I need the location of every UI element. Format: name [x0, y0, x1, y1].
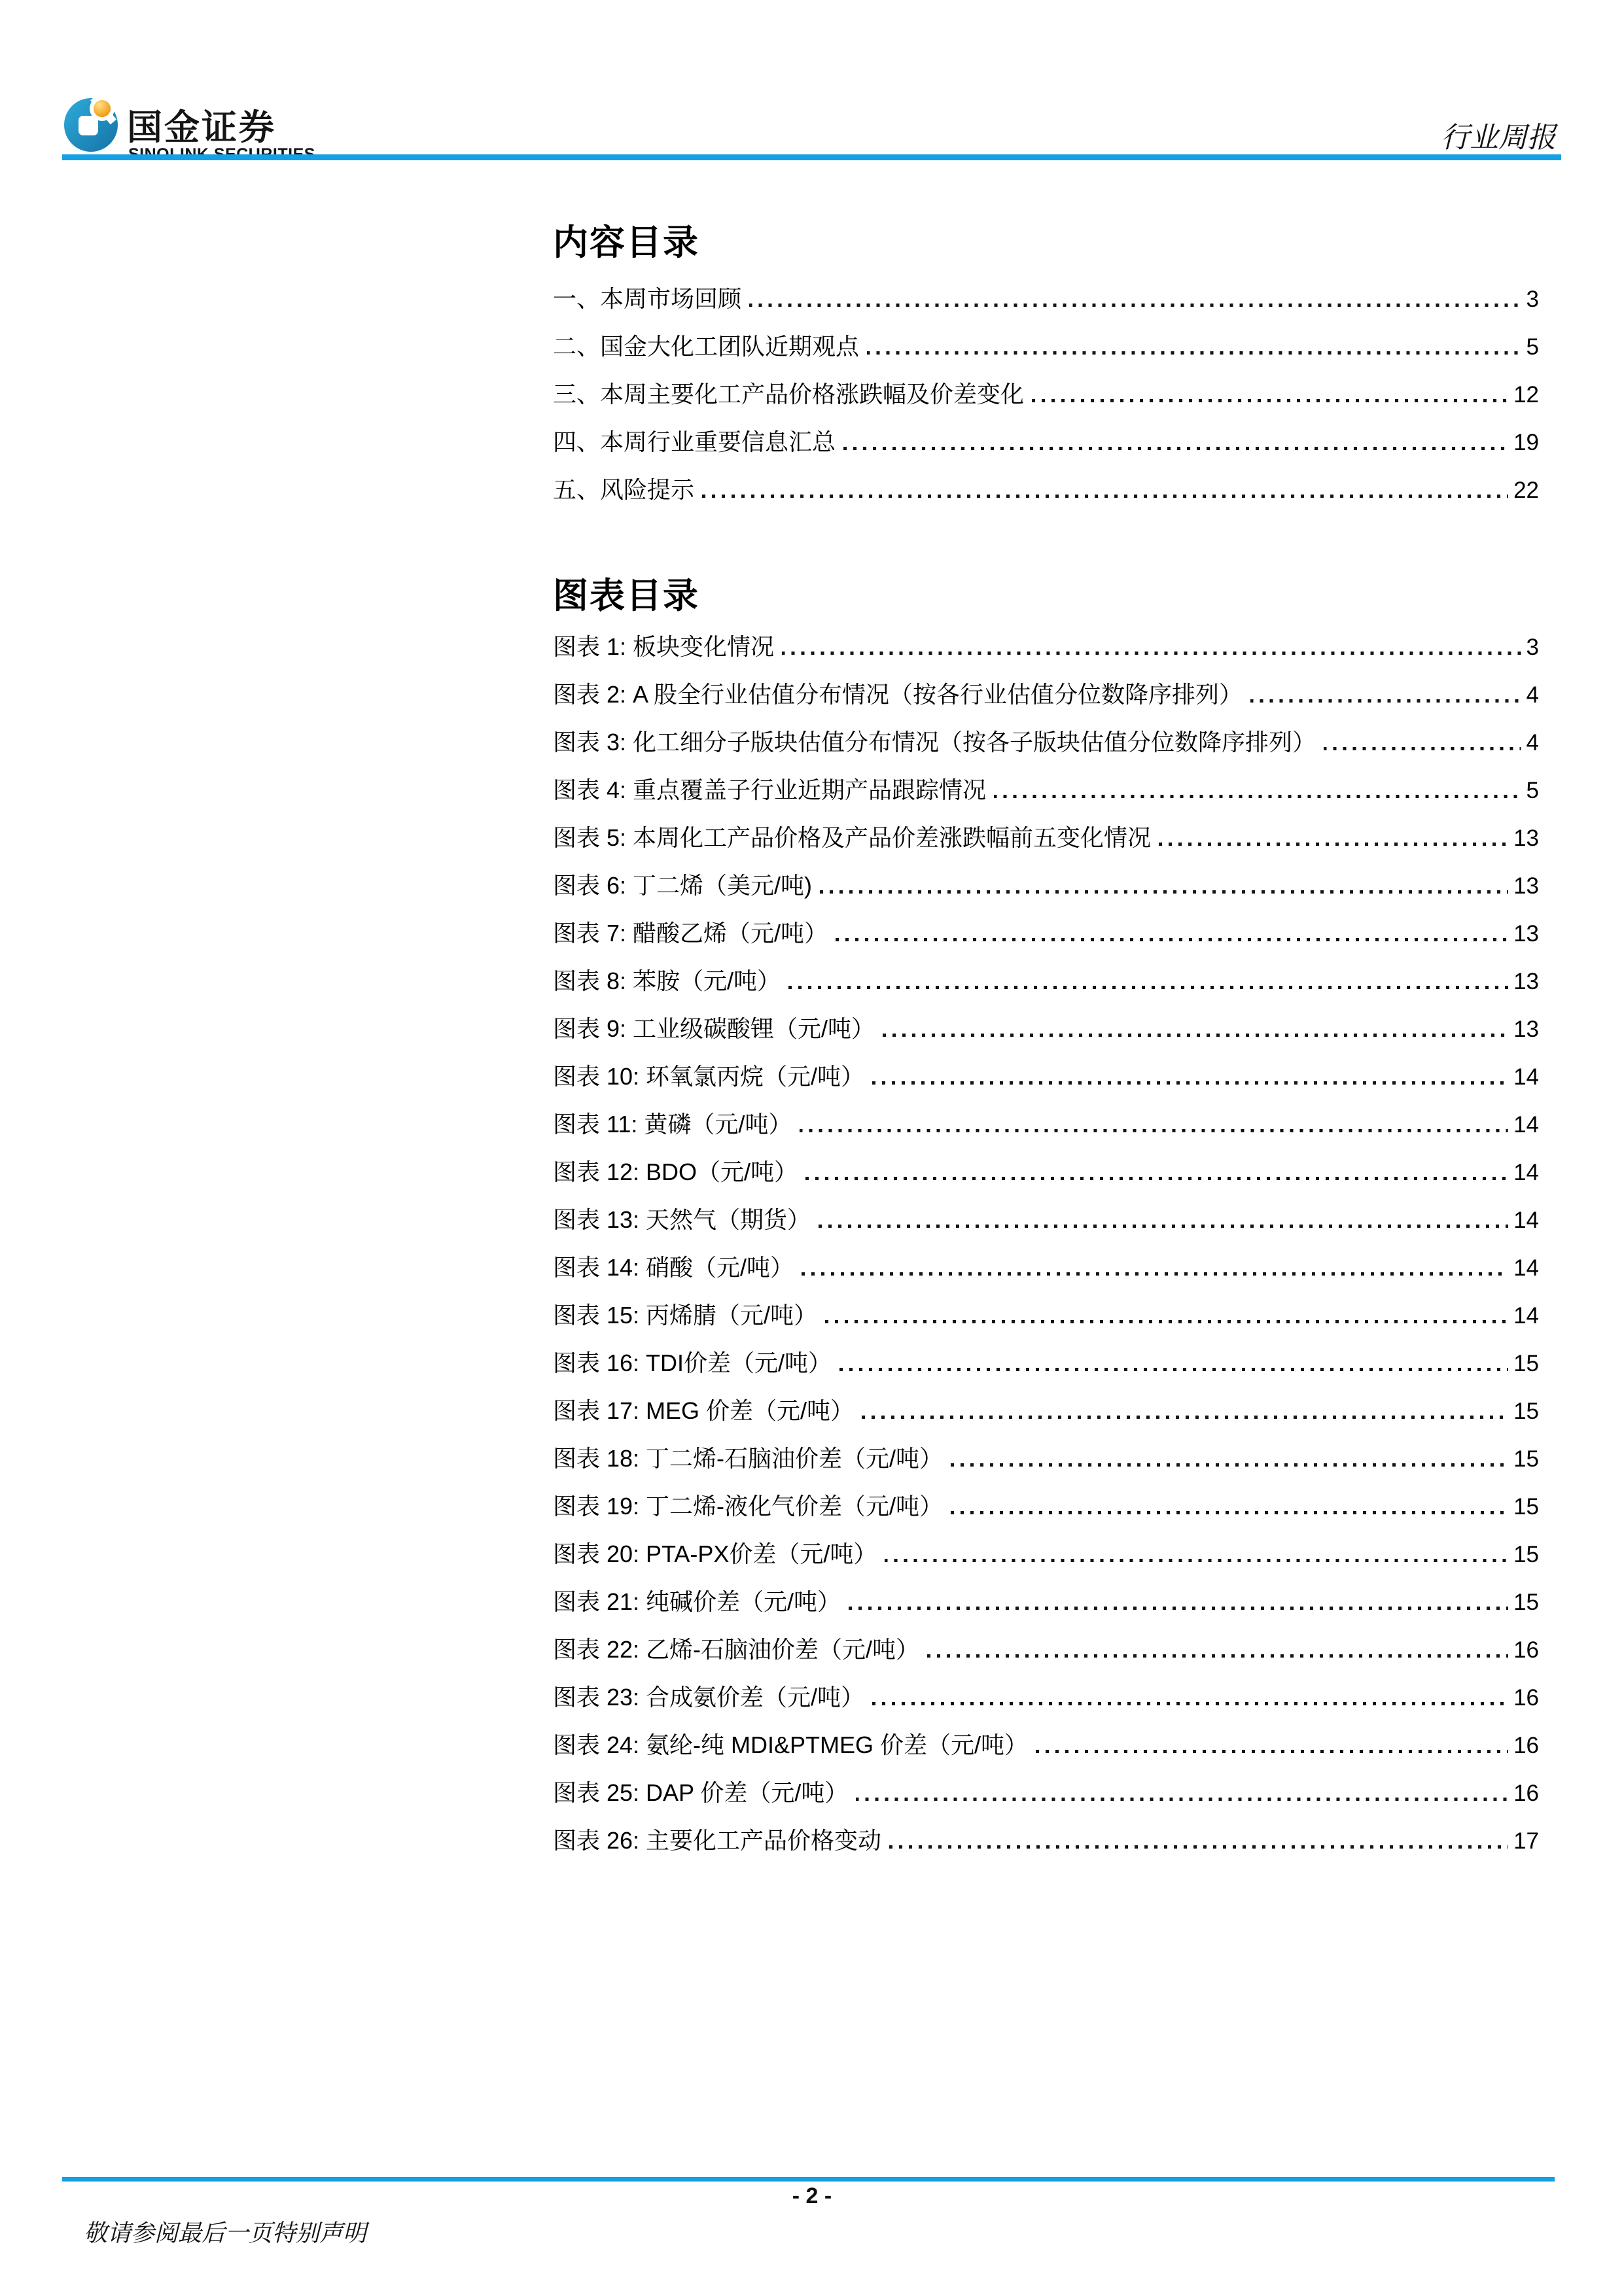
figure-item[interactable] [553, 814, 1539, 861]
figure-item[interactable] [553, 1530, 1539, 1578]
figure-item-page: 14 [1513, 1112, 1539, 1138]
figure-leader-dots [994, 795, 1521, 798]
toc-leader-dots [843, 447, 1508, 450]
toc-item-page: 5 [1526, 334, 1539, 360]
figure-item-page: 13 [1513, 873, 1539, 899]
toc-list [553, 275, 1539, 513]
figure-item[interactable] [553, 670, 1539, 718]
toc-item[interactable] [553, 275, 1539, 322]
figure-item-label: 图表 21: 纯碱价差（元/吨） [553, 1588, 841, 1615]
figure-item-label: 图表 19: 丁二烯-液化气价差（元/吨） [553, 1493, 944, 1520]
figure-item[interactable] [553, 623, 1539, 670]
figure-item-label: 图表 20: PTA-PX价差（元/吨） [553, 1540, 877, 1567]
figure-leader-dots [951, 1463, 1508, 1467]
figure-leader-dots [836, 938, 1508, 941]
figure-leader-dots [805, 1177, 1508, 1180]
figure-item-page: 16 [1513, 1637, 1539, 1663]
figure-item-page: 4 [1526, 682, 1539, 708]
toc-item-label: 五、风险提示 [553, 476, 695, 503]
logo-chinese-name: 国金证券 [127, 108, 276, 147]
figure-leader-dots [849, 1607, 1508, 1610]
figure-item-page: 15 [1513, 1399, 1539, 1424]
figure-item-label: 图表 26: 主要化工产品价格变动 [553, 1827, 882, 1854]
footer-disclaimer: 敬请参阅最后一页特别声明 [84, 2220, 367, 2246]
figure-leader-dots [883, 1034, 1508, 1037]
toc-leader-dots [1032, 399, 1508, 402]
figure-item-page: 14 [1513, 1064, 1539, 1090]
figure-item[interactable] [553, 1052, 1539, 1100]
toc-item-label: 四、本周行业重要信息汇总 [553, 428, 836, 455]
figure-item-label: 图表 4: 重点覆盖子行业近期产品跟踪情况 [553, 776, 987, 803]
figure-item-page: 13 [1513, 826, 1539, 851]
figure-item-label: 图表 18: 丁二烯-石脑油价差（元/吨） [553, 1445, 944, 1472]
toc-item-label: 二、国金大化工团队近期观点 [553, 333, 860, 360]
figure-item[interactable] [553, 1482, 1539, 1530]
figure-item[interactable] [553, 1673, 1539, 1721]
figure-item-page: 16 [1513, 1685, 1539, 1711]
toc-item[interactable] [553, 370, 1539, 418]
figure-item[interactable] [553, 1721, 1539, 1769]
figure-item[interactable] [553, 957, 1539, 1005]
figure-item-label: 图表 13: 天然气（期货） [553, 1206, 811, 1233]
figure-item-label: 图表 24: 氨纶-纯 MDI&PTMEG 价差（元/吨） [553, 1731, 1029, 1758]
figure-item-page: 14 [1513, 1255, 1539, 1281]
figure-item[interactable] [553, 1769, 1539, 1817]
figure-item-page: 15 [1513, 1446, 1539, 1472]
figure-leader-dots [839, 1368, 1508, 1371]
figure-leader-dots [927, 1654, 1508, 1658]
toc-section-title: 内容目录 [553, 223, 699, 262]
figure-leader-dots [825, 1320, 1508, 1323]
figure-leader-dots [862, 1416, 1508, 1419]
toc-item[interactable] [553, 322, 1539, 370]
toc-leader-dots [749, 304, 1521, 307]
figure-item[interactable] [553, 1196, 1539, 1244]
toc-item-page: 12 [1513, 382, 1539, 408]
figure-leader-dots [872, 1081, 1508, 1085]
toc-leader-dots [867, 351, 1521, 355]
figure-item-page: 13 [1513, 969, 1539, 994]
figure-item[interactable] [553, 1387, 1539, 1435]
figure-item[interactable] [553, 1100, 1539, 1148]
figure-item-page: 5 [1526, 778, 1539, 803]
figure-item[interactable] [553, 1435, 1539, 1482]
footer-divider [62, 2177, 1555, 2182]
figure-item-page: 3 [1526, 635, 1539, 660]
figure-leader-dots [820, 890, 1508, 894]
figure-item-label: 图表 12: BDO（元/吨） [553, 1158, 798, 1185]
figure-leader-dots [1159, 843, 1508, 846]
figure-item-label: 图表 9: 工业级碳酸锂（元/吨） [553, 1015, 875, 1042]
figure-item-page: 14 [1513, 1208, 1539, 1233]
toc-leader-dots [702, 495, 1508, 498]
figure-leader-dots [788, 986, 1508, 989]
figure-item[interactable] [553, 1626, 1539, 1673]
figure-leader-dots [889, 1845, 1508, 1849]
toc-item-label: 三、本周主要化工产品价格涨跌幅及价差变化 [553, 381, 1025, 408]
figure-item[interactable] [553, 766, 1539, 814]
figure-item-label: 图表 1: 板块变化情况 [553, 633, 775, 660]
figure-item-label: 图表 8: 苯胺（元/吨） [553, 967, 781, 994]
figure-leader-dots [802, 1272, 1508, 1276]
figure-leader-dots [951, 1511, 1508, 1514]
figure-leader-dots [856, 1798, 1508, 1801]
figure-item-label: 图表 22: 乙烯-石脑油价差（元/吨） [553, 1636, 920, 1663]
logo-orange-ball [94, 100, 111, 117]
figure-leader-dots [872, 1702, 1508, 1705]
figure-item-label: 图表 16: TDI价差（元/吨） [553, 1349, 832, 1376]
figure-item[interactable] [553, 1291, 1539, 1339]
figure-item-label: 图表 7: 醋酸乙烯（元/吨） [553, 920, 828, 947]
toc-item[interactable] [553, 418, 1539, 466]
figure-leader-dots [1324, 747, 1521, 750]
figure-item-page: 4 [1526, 730, 1539, 756]
figure-item-label: 图表 11: 黄磷（元/吨） [553, 1111, 792, 1138]
figure-item-label: 图表 14: 硝酸（元/吨） [553, 1254, 794, 1281]
figure-item-label: 图表 17: MEG 价差（元/吨） [553, 1397, 855, 1424]
figure-leader-dots [885, 1559, 1508, 1562]
figure-leader-dots [800, 1129, 1508, 1132]
figure-item-page: 13 [1513, 921, 1539, 947]
figure-item-label: 图表 5: 本周化工产品价格及产品价差涨跌幅前五变化情况 [553, 824, 1152, 851]
toc-item-page: 19 [1513, 430, 1539, 455]
logo-square-cutout [79, 116, 98, 135]
figure-item-page: 15 [1513, 1351, 1539, 1376]
figure-item-page: 16 [1513, 1781, 1539, 1806]
figure-item-label: 图表 2: A 股全行业估值分布情况（按各行业估值分位数降序排列） [553, 681, 1243, 708]
figures-list [553, 623, 1539, 1864]
figure-item[interactable] [553, 1244, 1539, 1291]
figure-item-page: 14 [1513, 1303, 1539, 1329]
figure-item-page: 15 [1513, 1494, 1539, 1520]
figure-item-page: 16 [1513, 1733, 1539, 1758]
figure-item-page: 15 [1513, 1542, 1539, 1567]
figure-item-label: 图表 15: 丙烯腈（元/吨） [553, 1302, 818, 1329]
figure-item-page: 15 [1513, 1590, 1539, 1615]
figure-item-page: 17 [1513, 1828, 1539, 1854]
figure-item[interactable] [553, 1578, 1539, 1626]
toc-item[interactable] [553, 466, 1539, 513]
figure-leader-dots [782, 652, 1521, 655]
page-number: - 2 - [792, 2183, 832, 2208]
header-divider [62, 154, 1561, 160]
toc-item-page: 22 [1513, 478, 1539, 503]
figure-item-label: 图表 23: 合成氨价差（元/吨） [553, 1684, 865, 1711]
figure-leader-dots [819, 1225, 1508, 1228]
toc-item-page: 3 [1526, 287, 1539, 312]
figures-section-title: 图表目录 [553, 576, 699, 616]
figure-item-page: 13 [1513, 1017, 1539, 1042]
figure-item-page: 14 [1513, 1160, 1539, 1185]
figure-item-label: 图表 3: 化工细分子版块估值分布情况（按各子版块估值分位数降序排列） [553, 729, 1316, 756]
figure-leader-dots [1036, 1750, 1508, 1753]
figure-item[interactable] [553, 909, 1539, 957]
figure-item[interactable] [553, 1817, 1539, 1864]
figure-item[interactable] [553, 1148, 1539, 1196]
figure-item-label: 图表 25: DAP 价差（元/吨） [553, 1779, 849, 1806]
figure-item[interactable] [553, 1005, 1539, 1052]
figure-item-label: 图表 6: 丁二烯（美元/吨) [553, 872, 813, 899]
figure-item-label: 图表 10: 环氧氯丙烷（元/吨） [553, 1063, 865, 1090]
report-type-label: 行业周报 [1441, 122, 1556, 154]
toc-item-label: 一、本周市场回顾 [553, 285, 742, 312]
figure-item[interactable] [553, 718, 1539, 766]
figure-item[interactable] [553, 861, 1539, 909]
figure-item[interactable] [553, 1339, 1539, 1387]
figure-leader-dots [1250, 699, 1521, 703]
sinolink-logo-icon [64, 98, 123, 153]
